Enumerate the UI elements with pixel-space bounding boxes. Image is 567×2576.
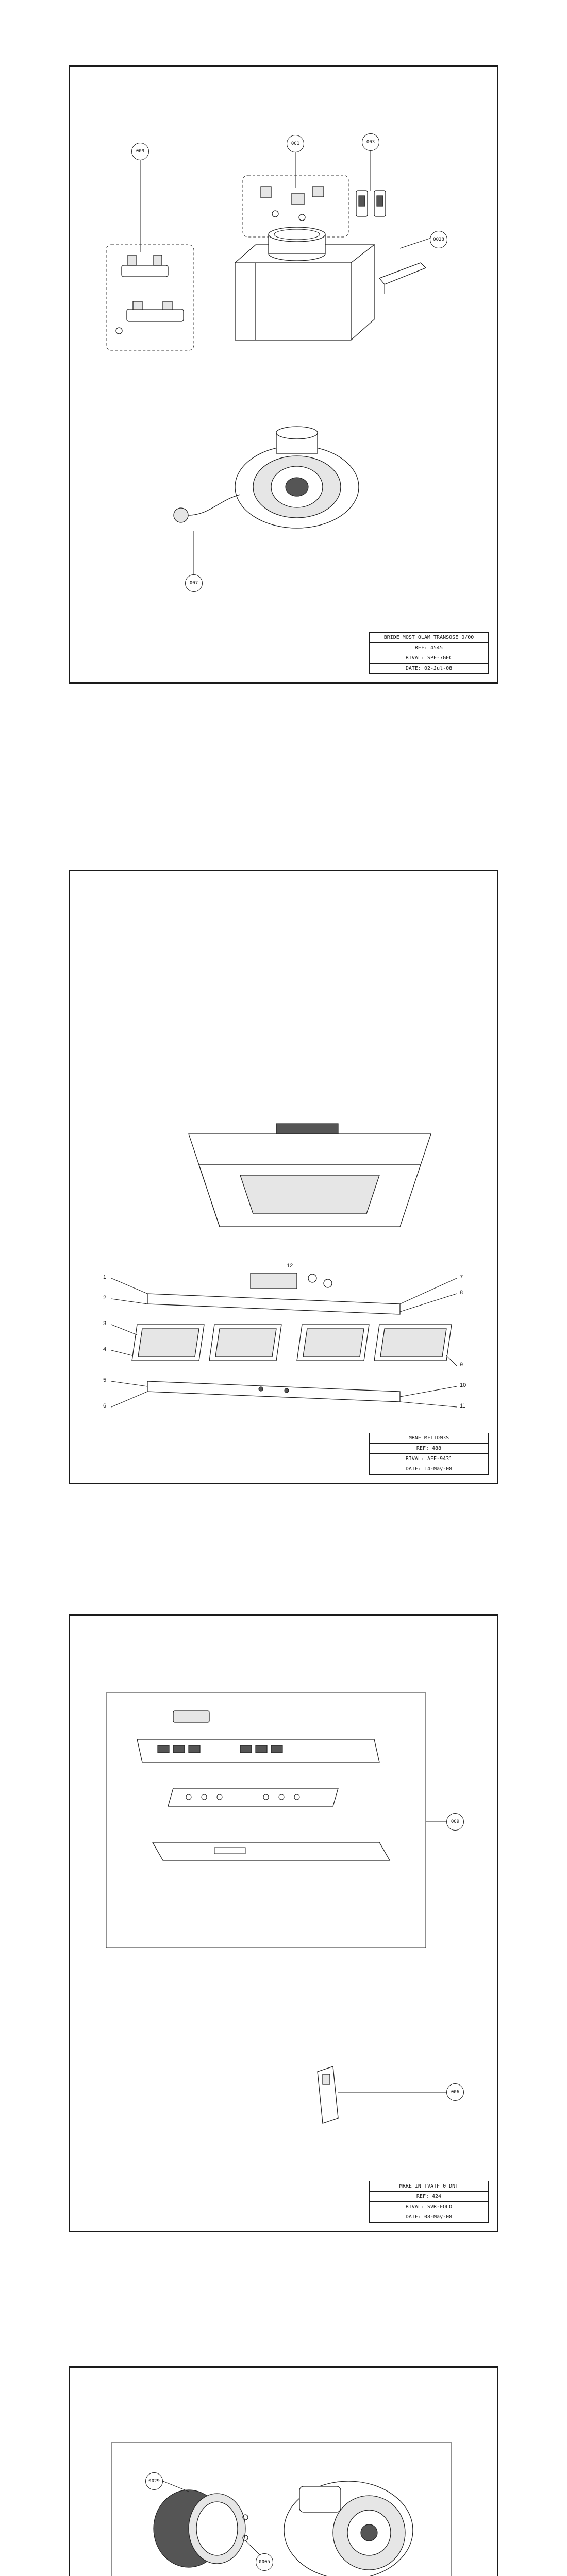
title-block-name: BRIDE MOST OLAM TRANSOSE 0/00 [370,633,488,643]
callout: 0005 [256,2553,273,2571]
title-block [369,1433,489,1475]
title-block-date: DATE: 02-Jul-08 [405,666,453,671]
part-number: 5 [103,1377,107,1383]
callout: 0029 [145,2472,163,2490]
part-number: 4 [103,1346,107,1352]
part-number: 1 [103,1274,107,1280]
sheet-3-drawing [70,1616,500,2234]
callout: 001 [287,135,304,152]
sheet-1-drawing [70,67,500,685]
title-block-name: MRNE MFTTDM3S [370,1433,488,1444]
sheet-4-drawing [70,2368,500,2576]
title-block-ref: REF: 4545 [370,643,488,653]
part-number: 12 [287,1263,293,1269]
drawing-sheet-3 [69,1614,498,2232]
callout: 003 [362,133,379,151]
part-number: 3 [103,1320,107,1327]
drawing-sheet-1 [69,65,498,684]
title-block-name: MRRE IN TVATF 0 DNT [370,2181,488,2192]
callout: 006 [446,2083,464,2101]
title-block-ref: REF: 488 [370,1444,488,1454]
callout: 009 [131,143,149,160]
drawing-sheet-2 [69,870,498,1484]
part-number: 9 [460,1362,463,1368]
part-number: 11 [460,1403,466,1409]
callout: 007 [185,574,203,592]
part-number: 8 [460,1290,463,1296]
title-block [369,632,489,674]
part-number: 2 [103,1295,107,1301]
title-block [369,2181,489,2223]
title-block-ref: REF: 424 [370,2192,488,2202]
sheet-2-drawing [70,871,500,1486]
callout: 0028 [430,231,447,248]
title-block-date: DATE: 08-May-08 [405,2214,453,2220]
part-number: 7 [460,1274,463,1280]
title-block-model: RIVAL: SVR-FOLO [370,2202,488,2212]
title-block-model: RIVAL: AEE-9431 [370,1454,488,1464]
title-block-date: DATE: 14-May-08 [405,1466,453,1472]
callout: 009 [446,1813,464,1831]
part-number: 10 [460,1382,466,1388]
part-number: 6 [103,1403,107,1409]
title-block-model: RIVAL: SPE-7GEC [370,653,488,664]
drawing-sheet-4 [69,2366,498,2576]
